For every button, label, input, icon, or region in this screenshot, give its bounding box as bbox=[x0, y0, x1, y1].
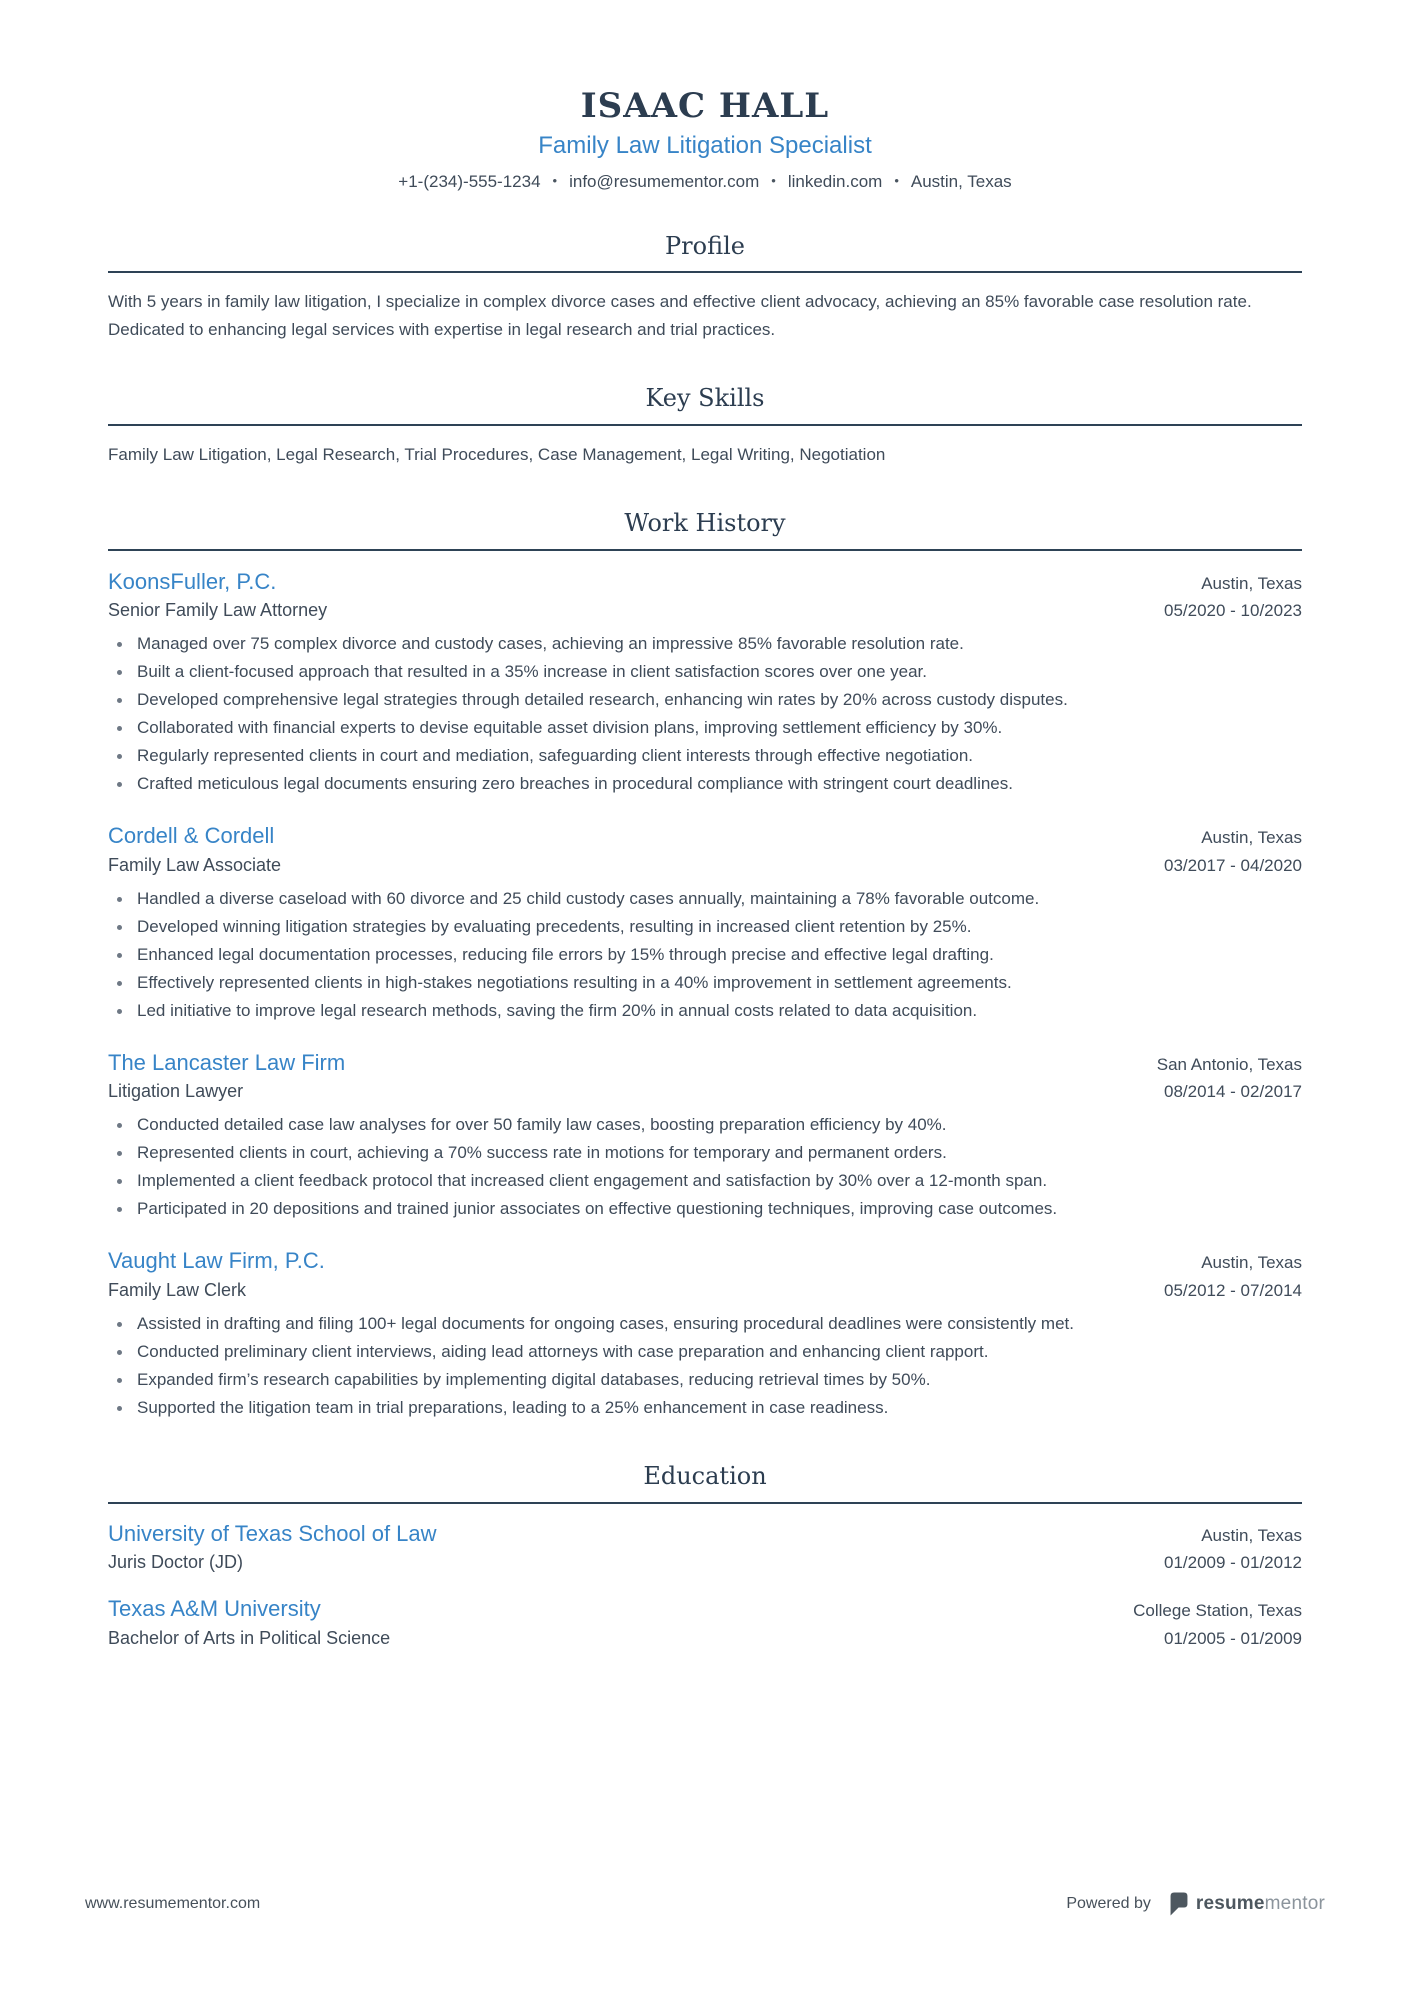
contact-linkedin[interactable]: linkedin.com bbox=[787, 171, 883, 191]
section-divider bbox=[108, 549, 1302, 551]
contact-location: Austin, Texas bbox=[910, 171, 1012, 191]
education-section bbox=[108, 1462, 1302, 1649]
job-bullet: Implemented a client feedback protocol that increased client engagement and satisfaction by 30% over a 12-month span. bbox=[108, 1167, 1302, 1195]
job-title-row bbox=[108, 855, 1302, 876]
school-header-row bbox=[108, 1595, 1302, 1623]
key-skills-heading: Key Skills bbox=[645, 384, 765, 413]
school-name: University of Texas School of Law bbox=[108, 1520, 437, 1546]
logo-text-bold: resume bbox=[1195, 1893, 1265, 1914]
work-history-section bbox=[108, 509, 1302, 1422]
resumementor-logo[interactable] bbox=[1167, 1891, 1325, 1917]
separator-dot-icon: • bbox=[894, 172, 899, 188]
work-history-heading: Work History bbox=[624, 509, 786, 538]
job-title-row bbox=[108, 1081, 1302, 1102]
key-skills-text: Family Law Litigation, Legal Research, Trial Procedures, Case Management, Legal Writing, Negotiation bbox=[108, 445, 886, 465]
job-location: San Antonio, Texas bbox=[1156, 1054, 1302, 1074]
job-bullet: Participated in 20 depositions and trained junior associates on effective questioning techniques, improving case outcomes. bbox=[108, 1195, 1302, 1223]
degree-row bbox=[108, 1552, 1302, 1573]
logo-text-light: mentor bbox=[1264, 1893, 1325, 1914]
contact-line bbox=[108, 172, 1302, 192]
job-bullet: Assisted in drafting and filing 100+ legal documents for ongoing cases, ensuring procedural deadlines were consistently met. bbox=[108, 1310, 1302, 1338]
job-location: Austin, Texas bbox=[1201, 1253, 1302, 1273]
section-divider bbox=[108, 271, 1302, 273]
powered-by-block bbox=[1066, 1891, 1325, 1917]
separator-dot-icon: • bbox=[552, 172, 558, 188]
job-dates: 08/2014 - 02/2017 bbox=[1163, 1082, 1302, 1102]
job-dates: 03/2017 - 04/2020 bbox=[1163, 855, 1302, 875]
degree-name: Bachelor of Arts in Political Science bbox=[108, 1627, 391, 1648]
job-location: Austin, Texas bbox=[1201, 573, 1302, 593]
job-bullet-list bbox=[108, 885, 1302, 1025]
job-bullet: Supported the litigation team in trial preparations, leading to a 25% enhancement in case readiness. bbox=[108, 1394, 1302, 1422]
degree-row bbox=[108, 1628, 1302, 1649]
job-bullet: Collaborated with financial experts to devise equitable asset division plans, improving settlement efficiency by 30%. bbox=[108, 714, 1302, 742]
job-bullet: Built a client-focused approach that resulted in a 35% increase in client satisfaction scores over one year. bbox=[108, 658, 1302, 686]
job-dates: 05/2020 - 10/2023 bbox=[1163, 601, 1302, 621]
job-location: Austin, Texas bbox=[1201, 828, 1302, 848]
job-bullet: Conducted detailed case law analyses for over 50 family law cases, boosting preparation efficiency by 40%. bbox=[108, 1111, 1302, 1139]
job-bullet: Handled a diverse caseload with 60 divorce and 25 child custody cases annually, maintaining a 78% favorable outcome. bbox=[108, 885, 1302, 913]
profile-heading: Profile bbox=[665, 231, 745, 260]
profile-text: With 5 years in family law litigation, I specialize in complex divorce cases and effective client advocacy, achieving an 85% favorable case resolution rate. Dedicated to enhancing legal services with expertise in legal research and trial practices. bbox=[108, 292, 1252, 340]
job-dates: 05/2012 - 07/2014 bbox=[1163, 1280, 1302, 1300]
job-bullet: Regularly represented clients in court and mediation, safeguarding client interests through effective negotiation. bbox=[108, 742, 1302, 770]
job-title: Family Law Associate bbox=[108, 854, 282, 875]
page-footer bbox=[85, 1891, 1325, 1917]
job-title: Family Law Clerk bbox=[108, 1279, 247, 1300]
powered-by-label: Powered by bbox=[1066, 1895, 1151, 1912]
job-bullet: Effectively represented clients in high-stakes negotiations resulting in a 40% improvement in settlement agreements. bbox=[108, 969, 1302, 997]
job-header-row bbox=[108, 1247, 1302, 1275]
section-divider bbox=[108, 1502, 1302, 1504]
candidate-name: ISAAC HALL bbox=[580, 86, 830, 126]
contact-email[interactable]: info@resumementor.com bbox=[569, 171, 760, 191]
job-bullet: Crafted meticulous legal documents ensuring zero breaches in procedural compliance with stringent court deadlines. bbox=[108, 770, 1302, 798]
job-header-row bbox=[108, 822, 1302, 850]
education-entry-tamu bbox=[108, 1595, 1302, 1649]
job-entry-lancaster bbox=[108, 1049, 1302, 1224]
school-location: College Station, Texas bbox=[1133, 1601, 1302, 1621]
job-entry-cordell bbox=[108, 822, 1302, 1025]
job-title-row bbox=[108, 1280, 1302, 1301]
job-entry-vaught bbox=[108, 1247, 1302, 1422]
company-name: Vaught Law Firm, P.C. bbox=[108, 1248, 325, 1274]
job-bullet: Managed over 75 complex divorce and custody cases, achieving an impressive 85% favorable resolution rate. bbox=[108, 630, 1302, 658]
job-bullet-list bbox=[108, 1111, 1302, 1223]
job-entry-koonsfuller bbox=[108, 568, 1302, 799]
education-dates: 01/2009 - 01/2012 bbox=[1163, 1553, 1302, 1573]
job-header-row bbox=[108, 1049, 1302, 1077]
section-divider bbox=[108, 424, 1302, 426]
school-name: Texas A&M University bbox=[108, 1596, 321, 1622]
job-bullet: Expanded firm’s research capabilities by implementing digital databases, reducing retrieval times by 50%. bbox=[108, 1366, 1302, 1394]
job-bullet: Conducted preliminary client interviews, aiding lead attorneys with case preparation and enhancing client rapport. bbox=[108, 1338, 1302, 1366]
education-dates: 01/2005 - 01/2009 bbox=[1163, 1628, 1302, 1648]
degree-name: Juris Doctor (JD) bbox=[108, 1552, 244, 1573]
job-title: Litigation Lawyer bbox=[108, 1081, 244, 1102]
job-title-row bbox=[108, 600, 1302, 621]
company-name: KoonsFuller, P.C. bbox=[108, 568, 277, 594]
job-bullet-list bbox=[108, 630, 1302, 798]
job-bullet: Represented clients in court, achieving a 70% success rate in motions for temporary and permanent orders. bbox=[108, 1139, 1302, 1167]
profile-section bbox=[108, 232, 1302, 345]
footer-website-link[interactable]: www.resumementor.com bbox=[85, 1895, 261, 1912]
job-bullet: Enhanced legal documentation processes, reducing file errors by 15% through precise and effective legal drafting. bbox=[108, 941, 1302, 969]
key-skills-section bbox=[108, 384, 1302, 469]
logo-text bbox=[1196, 1893, 1325, 1915]
school-header-row bbox=[108, 1520, 1302, 1548]
education-entry-ut-law bbox=[108, 1520, 1302, 1574]
education-heading: Education bbox=[643, 1461, 767, 1490]
resume-header bbox=[108, 86, 1302, 192]
resumementor-logo-icon bbox=[1167, 1891, 1191, 1917]
job-bullet: Led initiative to improve legal research methods, saving the firm 20% in annual costs related to data acquisition. bbox=[108, 997, 1302, 1025]
company-name: The Lancaster Law Firm bbox=[108, 1049, 346, 1075]
school-location: Austin, Texas bbox=[1201, 1525, 1302, 1545]
job-bullet: Developed comprehensive legal strategies through detailed research, enhancing win rates by 20% across custody disputes. bbox=[108, 686, 1302, 714]
job-header-row bbox=[108, 568, 1302, 596]
separator-dot-icon: • bbox=[771, 172, 776, 188]
job-bullet: Developed winning litigation strategies by evaluating precedents, resulting in increased client retention by 25%. bbox=[108, 913, 1302, 941]
candidate-job-title: Family Law Litigation Specialist bbox=[538, 131, 872, 159]
contact-phone: +1-(234)-555-1234 bbox=[398, 171, 541, 191]
company-name: Cordell & Cordell bbox=[108, 823, 275, 849]
job-bullet-list bbox=[108, 1310, 1302, 1422]
job-title: Senior Family Law Attorney bbox=[108, 600, 328, 621]
